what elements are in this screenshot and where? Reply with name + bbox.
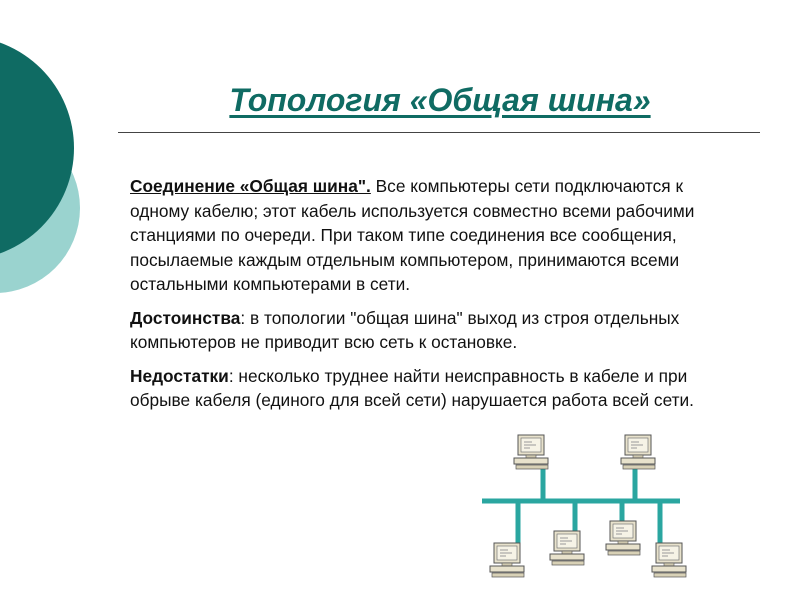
computer-icon xyxy=(490,543,524,577)
computer-icon xyxy=(652,543,686,577)
slide-body xyxy=(130,174,730,422)
bus-network-diagram xyxy=(470,425,710,585)
computer-icon xyxy=(621,435,655,469)
paragraph-connection xyxy=(130,174,730,297)
slide-title: Топология «Общая шина» xyxy=(229,82,651,118)
computer-icon xyxy=(606,521,640,555)
paragraph-advantages xyxy=(130,306,730,355)
computer-icon xyxy=(514,435,548,469)
term-advantages: Достоинства xyxy=(130,307,241,328)
term-connection: Соединение «Общая шина". xyxy=(130,176,371,196)
text-advantages: : в топологии "общая шина" выход из строя отдельных компьютеров не приводит всю сеть к остановке. xyxy=(130,307,680,352)
text-connection: Все компьютеры сети подключаются к одному кабелю; этот кабель используется совместно всеми рабочими станциями по очереди. При таком типе соединения все сообщения, посылаемые каждым отдельным компьютером, принимаются всеми остальными компьютерами в сети. xyxy=(130,176,695,294)
decorative-circles xyxy=(0,0,120,330)
text-disadvantages: : несколько труднее найти неисправность в кабеле и при обрыве кабеля (единого для всей сети) нарушается работа всей сети. xyxy=(130,365,694,410)
paragraph-disadvantages xyxy=(130,364,730,413)
computer-icon xyxy=(550,531,584,565)
title-divider xyxy=(118,132,760,133)
term-disadvantages: Недостатки xyxy=(130,365,229,386)
